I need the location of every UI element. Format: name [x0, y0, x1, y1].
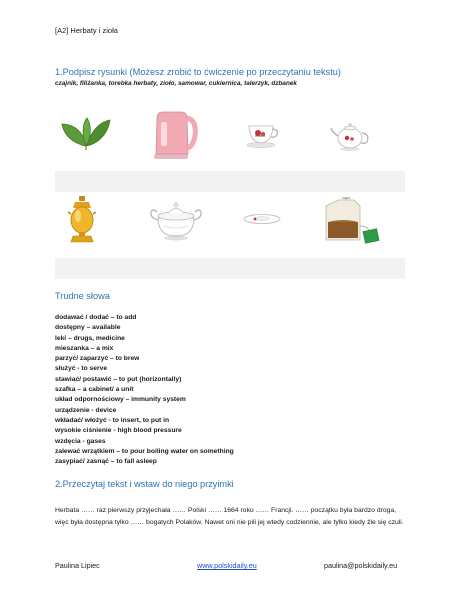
vocabulary-item: dostępny – available — [55, 324, 121, 332]
vocabulary-item: mieszanka – a mix — [55, 344, 114, 352]
answer-row-1[interactable] — [55, 171, 405, 192]
exercise-1-title: 1.Podpisz rysunki (Możesz zrobić to ćwiczenie po przeczytaniu tekstu) — [55, 67, 341, 77]
exercise-2-paragraph: Herbata …… raz pierwszy przyjechała …… Polski …… 1664 roku …… Francji. …… początku była bardzo droga, więc była dostępna tylko …… bogatych Polaków. Nawet oni nie pili jej wtedy codziennie, ale tylko kiedy źle się czuli. — [55, 507, 404, 526]
teapot-icon — [330, 120, 372, 152]
sugar-bowl-icon — [148, 198, 204, 242]
exercise-2-title: 2.Przeczytaj tekst i wstaw do niego przyimki — [55, 479, 234, 489]
footer-author: Paulina Lipiec — [55, 561, 100, 570]
vocabulary-item: dodawać / dodać – to add — [55, 314, 137, 321]
document-header: [A2] Herbaty i zioła — [55, 26, 118, 35]
footer-website-link[interactable]: www.polskidaily.eu — [197, 561, 257, 570]
vocabulary-item: szafka – a cabinet/ a unit — [55, 386, 134, 394]
vocabulary-title: Trudne słowa — [55, 291, 110, 301]
tea-bag-icon — [320, 196, 382, 248]
word-bank: czajnik, filiżanka, torebka herbaty, zioło, samowar, cukiernica, talerzyk, dzbanek — [55, 80, 297, 87]
vocabulary-item: układ odpornościowy – immunity system — [55, 396, 186, 404]
vocabulary-list — [55, 313, 234, 467]
vocabulary-item: zalewać wrzątkiem – to pour boiling water on something — [55, 447, 234, 455]
answer-row-2[interactable] — [55, 258, 405, 279]
vocabulary-item: leki – drugs, medicine — [55, 334, 125, 342]
vocabulary-item: zasypiać/ zasnąć – to fall asleep — [55, 458, 157, 466]
vocabulary-item: wzdęcia - gases — [55, 437, 106, 445]
teacup-icon — [245, 122, 281, 148]
vocabulary-item: wysokie ciśnienie - high blood pressure — [55, 427, 182, 435]
vocabulary-item: urządzenie - device — [55, 406, 117, 414]
vocabulary-item: stawiać/ postawić – to put (horizontally) — [55, 375, 182, 383]
electric-kettle-icon — [151, 108, 199, 160]
vocabulary-item: wkładać/ włożyć - to insert, to put in — [55, 416, 170, 424]
saucer-icon — [242, 212, 282, 226]
footer-email[interactable]: paulina@polskidaily.eu — [324, 561, 398, 570]
samovar-icon — [68, 196, 96, 244]
vocabulary-item: parzyć/ zaparzyć – to brew — [55, 355, 140, 363]
vocabulary-item: służyć - to serve — [55, 365, 108, 373]
herb-leaves-icon — [60, 116, 112, 150]
